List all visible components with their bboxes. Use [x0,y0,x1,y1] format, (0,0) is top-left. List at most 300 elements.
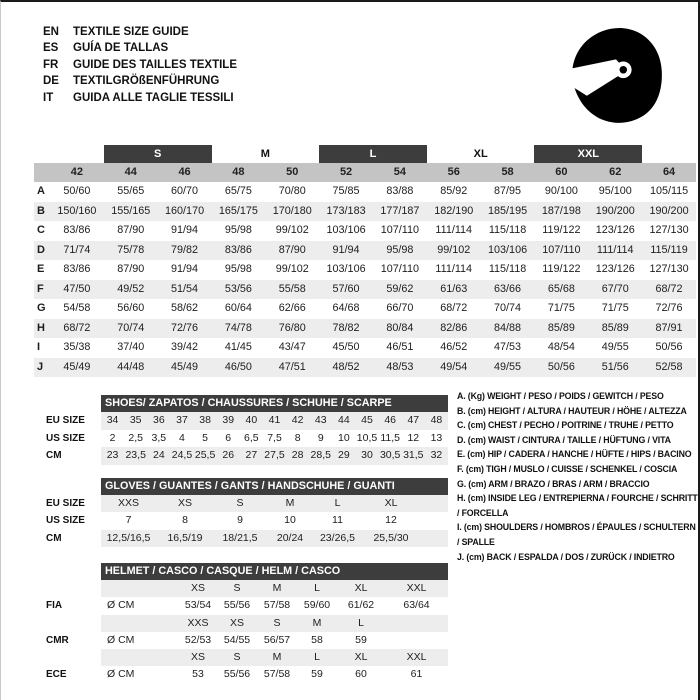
measure-row-c [34,221,696,241]
table-cell: 190/200 [649,204,689,217]
table-cell: Ø CM [107,633,135,646]
helmet-table [101,563,448,684]
table-cell: 75/85 [332,185,360,197]
measure-row-h [34,319,696,339]
table-cell: 61/63 [440,282,468,295]
helmet-fia-values [101,597,448,614]
legend-item-j: J. (cm) BACK / ESPALDA / DOS / ZURÜCK / INDIETRO [457,551,675,562]
table-cell: 50/56 [655,341,683,353]
table-cell: XL [354,651,368,664]
table-cell: 160/170 [165,204,205,217]
lang-title: GUIDE DES TAILLES TEXTILE [73,58,237,71]
table-cell: 119/122 [542,263,581,275]
table-cell: S [233,651,241,664]
table-cell: 103/106 [488,243,528,256]
table-cell: 91/94 [171,263,199,275]
table-cell: 35 [129,414,142,426]
size-group-xl: XL [473,148,488,160]
table-cell: 95/100 [598,185,632,197]
table-cell: 111/114 [596,243,634,256]
table-cell: 83/86 [224,243,252,256]
table-cell: 95/98 [224,263,252,275]
table-cell: 95/98 [386,243,414,256]
table-cell: 8 [294,431,301,444]
table-cell: 87/91 [655,321,683,334]
table-cell: 185/195 [488,204,528,217]
table-cell: 71/74 [63,243,91,256]
table-cell: 91/94 [332,243,360,256]
table-cell: XL [354,582,368,594]
row-label: A [37,185,45,197]
table-cell: M [272,582,282,594]
table-cell: 79/82 [171,243,199,256]
table-cell: 53/54 [184,599,212,612]
table-cell: L [358,616,364,629]
table-cell: 39 [222,414,235,426]
row-label: E [37,263,45,275]
measure-row-i [34,338,696,358]
table-cell: 57/58 [263,668,291,681]
helmet-side-blank [46,649,101,666]
lang-title: GUIDA ALLE TAGLIE TESSILI [73,91,234,104]
table-cell: 150/160 [57,204,97,217]
table-cell: 9 [237,514,243,526]
table-cell: 37/40 [117,341,145,353]
table-cell: 90/100 [544,185,578,197]
table-cell: 55/56 [223,668,251,681]
table-cell: 72/76 [655,302,683,314]
table-cell: 99/102 [275,263,309,275]
lang-line-fr [43,57,237,73]
table-cell: 31,5 [403,449,424,461]
table-cell: 123/126 [595,263,635,275]
table-cell: 111/114 [435,224,473,236]
table-cell: 7 [125,514,132,526]
gloves-eu-label: EU SIZE [46,497,85,509]
table-cell: M [285,496,295,509]
textile-size-table [34,145,696,377]
lang-line-it [43,90,237,106]
table-cell: 70/80 [278,185,306,197]
table-cell: 25,5/30 [373,531,409,544]
table-cell: 44/48 [117,360,145,373]
legend-item-d: D. (cm) WAIST / CINTURA / TAILLE / HÜFTUNG / VITA [457,434,671,445]
shoes-eu-row [101,412,448,430]
table-cell: 30 [361,449,373,461]
table-cell: 27,5 [264,449,285,461]
table-cell: 24 [152,449,165,461]
table-cell: 60/70 [171,185,199,197]
table-cell [385,632,448,649]
table-cell: S [233,582,241,594]
table-cell: 115/118 [488,263,527,275]
table-cell: XXS [117,496,139,509]
measure-row-g [34,299,696,319]
legend-item-h: H. (cm) INSIDE LEG / ENTREPIERNA / FOURCHE / SCHRITT / FORCELLA [457,493,698,518]
table-cell: 10,5 [356,431,378,444]
table-cell: 49/55 [601,341,629,353]
table-cell: 60 [555,166,568,178]
table-cell: 103/106 [326,263,366,275]
helmet-side-labels [46,563,101,684]
lang-line-de [43,73,237,89]
table-cell: 36 [152,414,165,426]
table-cell: 37 [176,414,188,426]
table-cell: L [314,582,320,594]
table-cell: 4 [179,431,185,444]
table-cell: 12,5/16,5 [106,531,151,544]
table-cell: 45/49 [63,360,91,373]
table-cell: XL [384,496,398,509]
size-group-m: M [260,148,270,160]
table-cell: 49/52 [117,282,145,295]
table-cell: 57/60 [332,282,360,295]
table-cell: 52 [339,166,353,178]
table-cell: 6 [225,431,232,444]
table-cell: Ø CM [107,599,135,612]
racing-helmet-icon [564,22,668,128]
row-label: B [37,204,45,217]
table-cell: 54/55 [223,633,251,646]
table-cell: 48/53 [386,360,414,373]
table-cell: 190/200 [595,204,635,217]
legend-item-b: B. (cm) HEIGHT / ALTURA / HAUTEUR / HÖHE / ALTEZZA [457,405,687,416]
table-cell: 155/165 [111,204,151,217]
helmet-ece-values [101,666,448,683]
table-cell: 61/62 [347,599,375,612]
table-cell: 71/75 [601,302,629,314]
helmet-side-blank [46,580,101,597]
table-cell: 85/92 [440,185,468,197]
table-cell: 64/68 [332,302,360,314]
table-cell: 46/50 [224,360,252,373]
table-cell: 24,5 [171,449,193,461]
table-cell: 63/64 [403,599,430,612]
table-cell: 39/42 [171,341,199,353]
lang-code: IT [43,91,54,104]
helmet-cmr-sizes [101,615,448,632]
table-cell: 52/53 [184,633,212,646]
table-cell: 68/72 [63,321,91,334]
table-cell: 25,5 [194,449,216,461]
table-cell: 26 [222,449,235,461]
table-cell: 23/26,5 [319,531,356,544]
legend-item-f: F. (cm) TIGH / MUSLO / CUISSE / SCHENKEL / COSCIA [457,463,678,474]
table-cell [101,615,179,632]
table-cell: 99/102 [437,243,471,256]
shoes-side-labels [46,395,101,465]
table-cell: 20/24 [276,531,304,544]
table-cell: 68/72 [440,302,468,314]
table-cell: 27 [245,449,258,461]
helmet-title-bar: HELMET / CASCO / CASQUE / HELM / CASCO [101,563,448,580]
helmet-fia-label: FIA [46,600,63,612]
lang-title: TEXTILGRÖßENFÜHRUNG [73,75,220,88]
table-cell: 68/72 [655,282,683,295]
table-cell: 23,5 [125,449,146,461]
row-label: F [37,282,44,295]
helmet-cmr-values [101,632,448,649]
table-cell: 58 [501,166,514,178]
table-cell: 107/110 [380,263,420,275]
gloves-side-labels [46,478,101,548]
helmet-ece-label: ECE [46,669,67,681]
table-cell: 2,5 [128,431,143,444]
table-cell: 59/62 [386,282,414,295]
table-cell: 46/51 [386,341,414,353]
table-cell: 48 [232,166,245,178]
table-cell: 6,5 [244,431,259,444]
table-cell: 65/75 [224,185,252,197]
table-cell: 11 [332,514,343,526]
table-cell: 78/82 [332,321,360,334]
table-cell: L [334,496,341,509]
table-cell: 12 [407,431,420,444]
table-cell: 99/102 [275,224,309,236]
table-cell: 59 [311,668,323,681]
table-cell: XXL [406,582,427,594]
language-header [43,24,237,106]
table-cell: 105/115 [649,185,689,197]
size-group-l: L [319,145,427,163]
table-cell: 45/49 [171,360,199,373]
table-cell: 47/53 [494,341,522,353]
table-cell: XXL [406,651,427,664]
table-cell: 115/119 [650,243,688,256]
table-cell: 87/95 [494,185,522,197]
table-cell: XS [177,496,192,509]
size-group-row [34,145,696,163]
table-cell: 95/98 [224,224,252,236]
table-cell: 187/198 [541,204,581,217]
table-cell: 16,5/19 [167,531,203,544]
legend-item-c: C. (cm) CHEST / PECHO / POITRINE / TRUHE / PETTO [457,420,674,431]
shoes-us-row [101,430,448,448]
gloves-table [101,478,448,548]
row-label: I [37,341,41,353]
table-cell: 72/76 [171,321,199,334]
lang-code: DE [43,75,59,88]
lang-code: FR [43,58,59,71]
table-cell: 56/60 [117,302,145,314]
table-cell: 30,5 [379,449,401,461]
table-cell: 32 [430,449,443,461]
table-cell: 76/80 [278,321,306,334]
table-cell: 84/88 [494,321,522,334]
table-cell: 83/86 [63,263,91,275]
table-cell: 123/126 [595,224,635,236]
table-cell: 91/94 [171,224,199,236]
table-cell: 47/50 [63,282,91,295]
table-cell: 56/57 [263,633,291,646]
table-cell: 7,5 [267,431,282,444]
size-number-row [34,163,696,182]
lang-title: GUÍA DE TALLAS [73,42,169,55]
table-cell: 65/68 [547,282,575,295]
gloves-cm-label: CM [46,532,62,544]
table-cell: M [272,651,282,664]
table-cell: 43 [314,414,327,426]
table-cell: 3,5 [151,431,167,444]
table-cell: 85/89 [601,321,629,334]
table-cell: 28,5 [310,449,331,461]
table-cell: 57/58 [263,599,291,612]
shoes-title-bar: SHOES/ ZAPATOS / CHAUSSURES / SCHUHE / SCARPE [101,395,448,412]
table-cell: 177/187 [380,204,420,217]
table-cell: 63/66 [494,282,522,295]
table-cell: 54 [393,166,407,178]
table-cell: 83/86 [63,224,91,236]
lang-title: TEXTILE SIZE GUIDE [73,26,189,38]
table-cell: 11,5 [380,431,400,444]
table-cell [101,580,179,597]
table-cell: 55/58 [278,282,306,295]
table-cell: 46/52 [440,341,468,353]
measurement-legend [457,389,698,564]
table-cell: 44 [338,414,350,426]
table-cell: 13 [430,431,443,444]
table-cell: S [236,496,244,509]
table-cell: 2 [109,431,116,444]
table-cell: 29 [338,449,350,461]
table-cell: 52/58 [655,360,683,373]
table-cell: 28 [291,449,304,461]
table-cell: 38 [199,414,211,426]
gloves-cm-row [101,530,448,548]
table-cell: 10 [338,431,350,444]
table-cell: 103/106 [326,224,366,236]
shoes-table [101,395,448,465]
table-cell: 50/56 [547,360,575,373]
measure-row-f [34,280,696,300]
table-cell: 127/130 [649,263,689,275]
table-cell: 82/86 [440,321,468,334]
table-cell [101,649,179,666]
table-cell: 74/78 [224,321,252,334]
table-cell: 49/54 [440,360,468,373]
row-label: H [37,321,45,334]
table-cell: 53 [192,668,204,681]
measure-row-e [34,260,696,280]
table-cell: 47/51 [278,360,306,373]
table-cell: 55/65 [117,185,145,197]
shoes-cm-row [101,447,448,465]
table-cell: 41/45 [224,341,252,353]
table-cell: 60 [355,668,367,681]
lang-code: EN [43,26,59,38]
table-cell: 42 [291,414,304,426]
lang-code: ES [43,42,59,55]
table-cell: 71/75 [547,302,575,314]
gloves-title-bar: GLOVES / GUANTES / GANTS / HANDSCHUHE / GUANTI [101,478,448,495]
table-cell: 48 [430,414,443,426]
table-cell: 64 [662,166,676,178]
table-cell: 165/175 [218,204,258,217]
table-cell: 10 [284,514,296,526]
table-cell: 61 [410,668,423,681]
lang-line-en [43,24,237,40]
row-label: D [37,243,45,256]
accessory-tables [46,395,448,684]
shoes-cm-label: CM [46,450,62,461]
table-cell: 53/56 [224,282,252,295]
table-cell: 107/110 [380,224,420,236]
table-cell: 62/66 [278,302,306,314]
table-cell: 182/190 [434,204,474,217]
table-cell: 51/54 [171,282,199,295]
table-cell: 46 [384,414,396,426]
table-cell: 115/118 [488,224,527,236]
table-cell: L [314,651,320,664]
table-cell: 56 [447,166,460,178]
table-cell: 43/47 [278,341,306,353]
table-cell: 54/58 [63,302,91,314]
helmet-side-blank [46,615,101,632]
table-cell: 70/74 [494,302,522,314]
table-cell: M [312,616,322,629]
table-cell: 87/90 [117,263,145,275]
table-cell: 58 [311,633,323,646]
size-group-s: S [104,145,212,163]
shoes-us-label: US SIZE [46,432,85,444]
table-cell: 41 [268,414,281,426]
lang-line-es [43,40,237,56]
table-cell: 87/90 [278,243,306,256]
table-cell: 51/56 [601,360,629,373]
helmet-cmr-label: CMR [46,634,69,646]
table-cell: 87/90 [117,224,145,236]
table-cell: XS [190,582,205,594]
table-cell: 50/60 [63,185,91,197]
helmet-ece-sizes [101,649,448,666]
table-cell: 46 [178,166,191,178]
shoes-block [46,395,448,465]
measure-row-a [34,182,696,202]
table-cell: 49/55 [494,360,522,373]
table-cell: 12 [385,514,397,526]
row-label [34,163,50,182]
legend-item-a: A. (Kg) WEIGHT / PESO / POIDS / GEWITCH / PESO [457,391,664,401]
table-cell: 8 [182,514,188,526]
table-cell: 75/78 [117,243,145,256]
table-cell: Ø CM [107,668,135,681]
legend-item-g: G. (cm) ARM / BRAZO / BRAS / ARM / BRACCIO [457,478,650,489]
legend-item-e: E. (cm) HIP / CADERA / HANCHE / HÜFTE / HIPS / BACINO [457,449,692,460]
row-label: G [37,302,46,314]
table-cell: 45/50 [332,341,360,353]
size-group-xxl: XXL [534,145,642,163]
helmet-block [46,563,448,684]
table-cell: 45 [361,414,373,426]
table-cell: 67/70 [601,282,629,295]
table-cell: 48/54 [547,341,575,353]
legend-item-i: I. (cm) SHOULDERS / HOMBROS / ÉPAULES / SCHULTERN / SPALLE [457,522,696,547]
table-cell: 83/88 [386,185,414,197]
table-cell [385,615,448,632]
table-cell: 66/70 [386,302,414,314]
table-cell: 35/38 [63,341,91,353]
measure-row-b [34,202,696,222]
table-cell: 170/180 [272,204,312,217]
table-cell: 40 [245,414,258,426]
measure-row-d [34,241,696,261]
gloves-eu-row [101,495,448,513]
row-label: C [37,224,45,236]
table-cell: 80/84 [386,321,414,334]
table-cell: 58/62 [171,302,199,314]
table-cell: 59 [355,633,367,646]
table-cell: 119/122 [542,224,581,236]
